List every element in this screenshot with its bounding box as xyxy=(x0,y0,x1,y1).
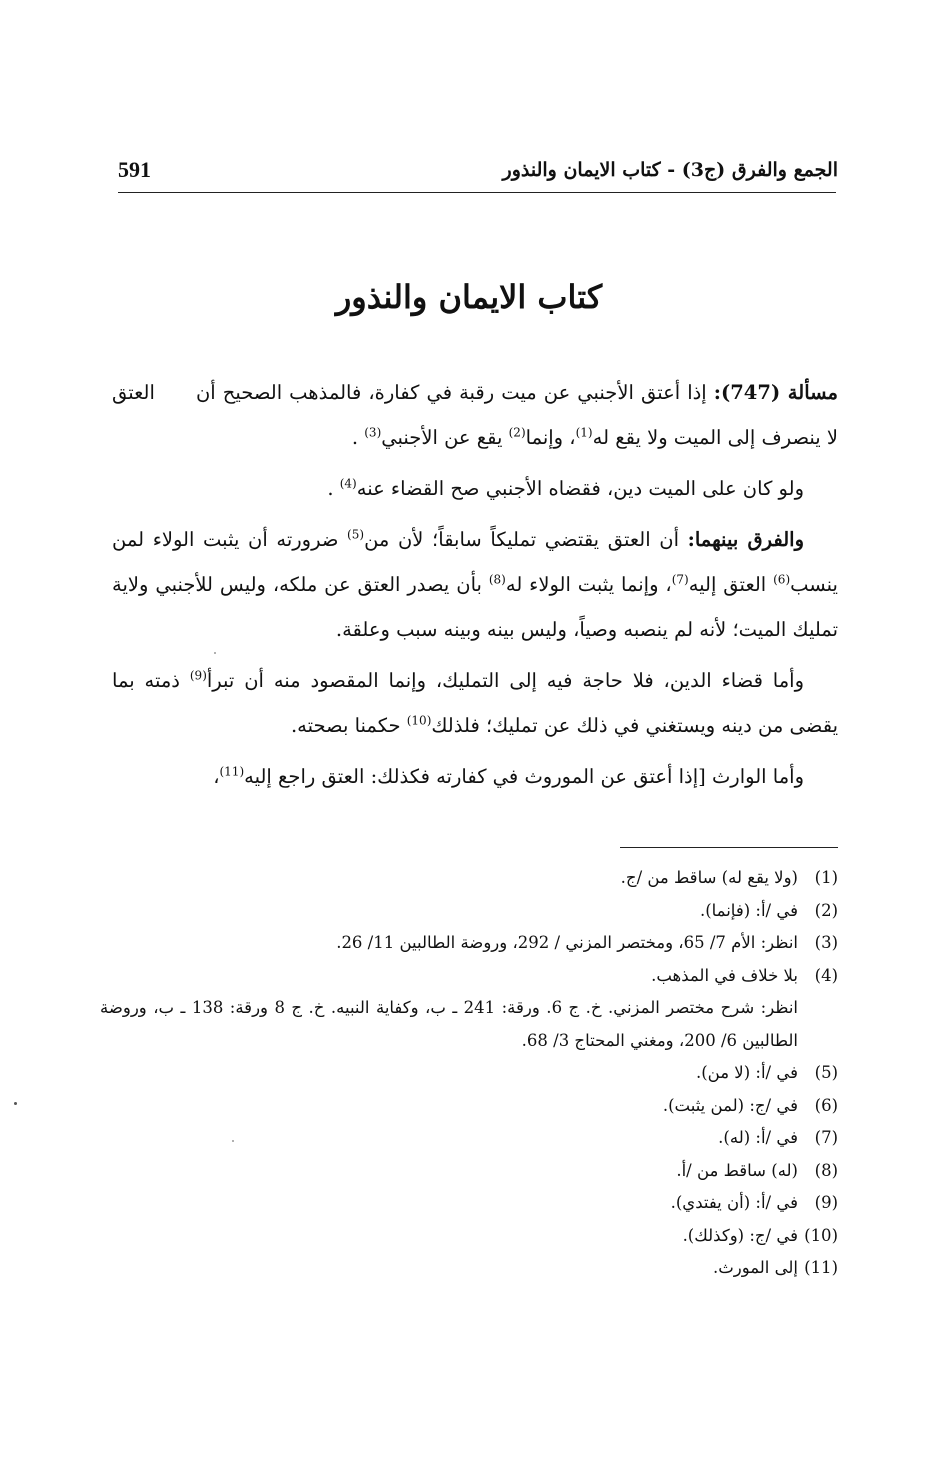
footnote-number: (10) xyxy=(804,1225,838,1245)
paragraph-text: ، xyxy=(213,765,220,788)
chapter-title: كتاب الايمان والنذور xyxy=(335,278,603,316)
footnote-continuation: انظر: شرح مختصر المزني. خ. ج 6. ورقة: 241 ـ ب، وكفاية النبيه. خ. ج 8 ورقة: 138 ـ ب، وروضة الطالبين 6/ 200، ومغني المحتاج 3/ 68. xyxy=(100,998,799,1050)
paragraph-text: إذا أعتق الأجنبي عن ميت رقبة في كفارة، فالمذهب الصحيح أن xyxy=(195,381,714,404)
scan-speck xyxy=(214,652,216,654)
running-header xyxy=(118,150,838,190)
footnote-number: (11) xyxy=(804,1258,838,1277)
footnote-ref: (6) xyxy=(773,572,791,587)
footnote-item xyxy=(100,1187,838,1220)
footnote-number: (9) xyxy=(814,1193,838,1212)
footnote-text: في /أ: (لا من). xyxy=(695,1063,798,1082)
footnote-number: (6) xyxy=(814,1095,838,1115)
footnote-item xyxy=(100,1252,838,1285)
paragraph-lead: مسألة (747): xyxy=(713,381,838,404)
paragraph-difference xyxy=(112,517,838,652)
footnote-ref: (10) xyxy=(406,713,432,728)
footnote-number: (2) xyxy=(814,900,838,920)
footnote-item xyxy=(100,960,838,993)
footnote-text: في /أ: (فإنما). xyxy=(699,900,798,920)
footnote-number: (7) xyxy=(814,1128,838,1147)
page-number: 591 xyxy=(118,157,151,182)
footnote-text: بلا خلاف في المذهب. xyxy=(651,965,798,985)
body-text xyxy=(112,370,838,805)
paragraph-text: . xyxy=(327,477,340,500)
paragraph-text: ذمته بما يقضى من دينه ويستغني في ذلك عن تمليك؛ فلذلك xyxy=(112,669,838,737)
footnote-divider xyxy=(620,847,838,848)
footnote-text: (له) ساقط من /أ. xyxy=(676,1160,798,1180)
header-divider xyxy=(118,192,836,193)
footnote-ref: (2) xyxy=(508,425,526,440)
footnote-number: (1) xyxy=(814,868,838,887)
footnote-ref: (7) xyxy=(671,572,689,587)
paragraph-text: بأن يصدر العتق عن ملكه، وليس للأجنبي ولاية تمليك الميت؛ لأنه لم ينصبه وصياً، وليس بينه وبينه سبب وعلقة. xyxy=(112,573,838,641)
footnote-ref: (1) xyxy=(575,425,593,440)
paragraph-text: العتق إليه xyxy=(688,573,774,596)
footnote-ref: (11) xyxy=(219,764,245,779)
paragraph-debt-payment xyxy=(112,658,838,748)
paragraph-text: وأما قضاء الدين، فلا حاجة فيه إلى التمليك، وإنما المقصود منه أن تبرأ xyxy=(206,669,804,692)
running-header-title: الجمع والفرق (ج3) - كتاب الايمان والنذور xyxy=(502,159,838,181)
paragraph-text: ، وإنما يثبت الولاء له xyxy=(505,573,672,596)
paragraph-debt xyxy=(112,466,838,511)
footnote-text: في /أ: (أن يفتدي). xyxy=(670,1193,798,1212)
paragraph-text: أن العتق يقتضي تمليكاً سابقاً؛ لأن من xyxy=(364,528,688,551)
paragraph-text: العتق لا ينصرف إلى الميت ولا يقع له xyxy=(112,381,838,449)
paragraph-text: يقع عن الأجنبي xyxy=(381,426,509,449)
footnote-ref: (4) xyxy=(339,476,357,491)
paragraph-text: وأما الوارث [إذا أعتق عن الموروث في كفارته فكذلك: العتق راجع إليه xyxy=(244,765,804,788)
footnote-item xyxy=(100,1220,838,1253)
scan-speck xyxy=(14,1102,17,1105)
paragraph-text: حكمنا بصحته. xyxy=(290,714,407,737)
footnote-text: في /ج: (لمن يثبت). xyxy=(662,1095,798,1115)
footnote-item xyxy=(100,1155,838,1188)
paragraph-masala xyxy=(112,370,838,460)
footnote-item xyxy=(100,927,838,960)
footnote-item xyxy=(100,1122,838,1155)
footnote-ref: (5) xyxy=(347,527,365,542)
footnotes xyxy=(100,862,838,1285)
footnote-text: إلى المورث. xyxy=(712,1258,798,1277)
footnote-text: انظر: الأم 7/ 65، ومختصر المزني / 292، وروضة الطالبين 11/ 26. xyxy=(336,933,798,952)
footnote-ref: (9) xyxy=(189,668,207,683)
footnote-item xyxy=(100,895,838,928)
paragraph-lead: والفرق بينهما: xyxy=(687,528,805,551)
footnote-ref: (3) xyxy=(364,425,382,440)
paragraph-text: ضرورته أن يثبت الولاء لمن ينسب xyxy=(112,528,838,596)
paragraph-text: ولو كان على الميت دين، فقضاه الأجنبي صح القضاء عنه xyxy=(356,477,804,500)
footnote-number: (3) xyxy=(814,933,838,952)
footnote-number: (5) xyxy=(814,1063,838,1082)
footnote-text: (ولا يقع له) ساقط من /ج. xyxy=(620,868,798,887)
footnote-number: (4) xyxy=(814,965,838,985)
paragraph-heir xyxy=(112,754,838,799)
paragraph-text: ، وإنما xyxy=(525,426,576,449)
scan-speck xyxy=(232,1140,234,1142)
footnote-text: في /أ: (له). xyxy=(718,1128,798,1147)
footnote-text: في /ج: (وكذلك). xyxy=(682,1225,798,1245)
paragraph-text: . xyxy=(351,426,365,449)
footnote-number: (8) xyxy=(814,1160,838,1180)
footnote-item xyxy=(100,862,838,895)
footnote-item xyxy=(100,1090,838,1123)
footnote-item xyxy=(100,1057,838,1090)
footnote-ref: (8) xyxy=(488,572,506,587)
